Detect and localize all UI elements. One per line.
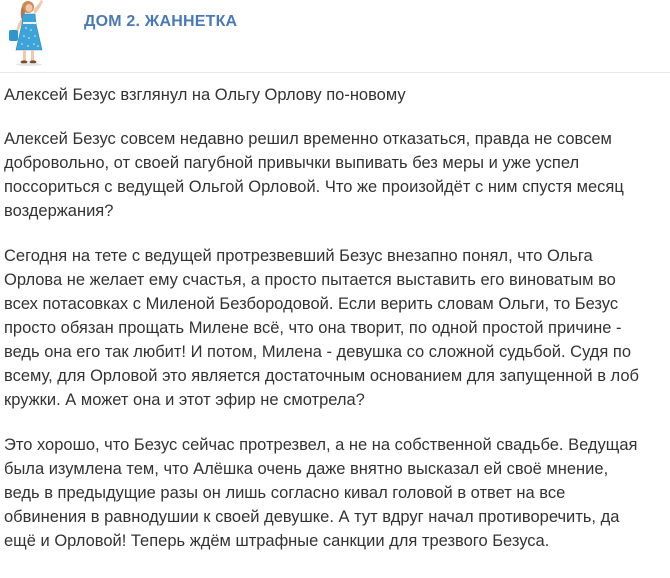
paragraph-line: была изумлена тем, что Алёшка очень даже внятно высказал ей своё мнение, [4, 460, 609, 478]
article-body [4, 83, 668, 574]
paragraph-line: просто обязан прощать Милене всё, что она творит, по одной простой причине - [4, 319, 622, 337]
paragraph-line: поссориться с ведущей Ольгой Орловой. Что же произойдёт с ним спустя месяц [4, 178, 624, 196]
paragraph-line: Орлова не желает ему счастья, а просто пытается выставить его виноватым во [4, 271, 616, 289]
paragraph-line: ведь в предыдущие разы он лишь согласно кивал головой в ответ на все [4, 484, 566, 502]
article-paragraph-3 [4, 433, 668, 553]
paragraph-line: Алексей Безус совсем недавно решил временно отказаться, правда не совсем [4, 130, 612, 148]
paragraph-line: всех потасовках с Миленой Безбородовой. Если верить словам Ольги, то Безус [4, 295, 619, 313]
paragraph-line: Сегодня на тете с ведущей протрезвевший Безус внезапно понял, что Ольга [4, 247, 593, 265]
header-divider [0, 72, 670, 73]
paragraph-line: обвинения в равнодушии к своей девушке. А тут вдруг начал противоречить, да [4, 508, 620, 526]
paragraph-line: кружки. А может она и этот эфир не смотрела? [4, 391, 365, 409]
paragraph-line: воздержания? [4, 202, 114, 220]
paragraph-line: Это хорошо, что Безус сейчас протрезвел, а не на собственной свадьбе. Ведущая [4, 436, 638, 454]
article-paragraph-1 [4, 127, 668, 223]
article-headline: Алексей Безус взглянул на Ольгу Орлову по-новому [4, 86, 406, 104]
paragraph-line: ведь она его так любит! И потом, Милена - девушка со сложной судьбой. Судя по [4, 343, 632, 361]
blog-header [0, 0, 670, 70]
article-paragraph-2 [4, 244, 668, 412]
paragraph-line: всему, для Орловой это является достаточным основанием для запущенной в лоб [4, 367, 640, 385]
woman-in-blue-dress-avatar-icon[interactable] [6, 0, 52, 66]
blog-title-link[interactable]: ДОМ 2. ЖАННЕТКА [84, 13, 238, 30]
paragraph-line: добровольно, от своей пагубной привычки выпивать без меры и уже успел [4, 154, 580, 172]
paragraph-line: ещё и Орловой! Теперь ждём штрафные санкции для трезвого Безуса. [4, 532, 550, 550]
